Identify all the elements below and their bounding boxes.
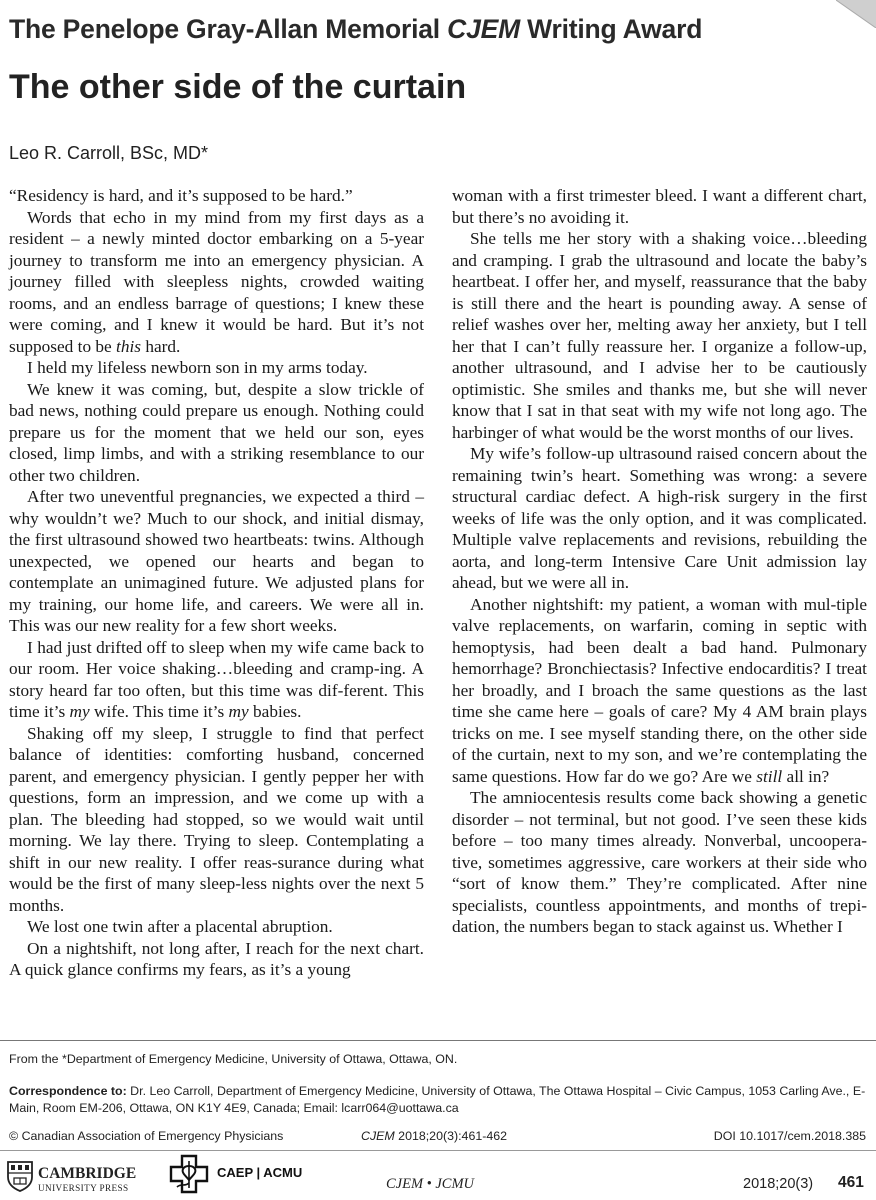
correspondence-note [9, 1083, 869, 1117]
award-heading-suffix: Writing Award [519, 14, 703, 44]
paragraph: We knew it was coming, but, despite a slow trickle of bad news, nothing could prepare us enough. Nothing could prepare us for the moment that we held our son, eyes closed, limp limbs, and with a striking resemblance to our other two children. [9, 379, 424, 485]
emphasis: this [116, 336, 142, 356]
paragraph: We lost one twin after a placental abruption. [27, 917, 333, 936]
citation-volume: 2018;20(3):461-462 [394, 1129, 508, 1143]
paragraph: On a nightshift, not long after, I reach for the next chart. A quick glance confirms my fears, as it’s a young [9, 938, 424, 979]
affiliation-note: From the *Department of Emergency Medicine, University of Ottawa, Ottawa, ON. [9, 1052, 458, 1066]
paragraph: Shaking off my sleep, I struggle to find that perfect balance of identities: comforting husband, concerned parent, and emergency physician. I gently pepper her with questions, form an impression, and we come up with a plan. The bleeding had stopped, so we would wait until morning. We lay there. Trying to sleep. Contemplating a shift in our new reality. I offer reas-surance during what would be the first of many sleep-less nights over the next 5 months. [9, 723, 424, 915]
award-heading-prefix: The Penelope Gray-Allan Memorial [9, 14, 448, 44]
page-footer-divider [0, 1150, 876, 1151]
paragraph: I held my lifeless newborn son in my arms today. [27, 358, 368, 377]
article-title: The other side of the curtain [9, 68, 467, 106]
paragraph-text: I had just drifted off to sleep when my wife came back to our room. Her voice shaking…bleeding and cramp-ing. A story heard far too often, but this time was dif-ferent. This time it’s [9, 637, 424, 721]
paragraph [452, 594, 867, 788]
paragraph-text: wife. This time it’s [89, 702, 229, 721]
caep-wordmark [217, 1153, 309, 1198]
copyright-notice: © Canadian Association of Emergency Physicians [9, 1129, 284, 1143]
correspondence-label: Correspondence to: [9, 1084, 127, 1098]
body-column-left [9, 185, 424, 981]
emphasis: my [69, 702, 90, 721]
emphasis: my [228, 702, 249, 721]
author-byline: Leo R. Carroll, BSc, MD* [9, 143, 209, 163]
body-column-right [452, 185, 867, 938]
page-number: 461 [838, 1174, 864, 1191]
paragraph: She tells me her story with a shaking voice…bleeding and cramping. I grab the ultrasound and locate the baby’s heartbeat. I offer her, and myself, reassurance that the baby is still there and the heart is pounding away. A sense of relief washes over her, melting away her anxiety, but I tell her that I can’t fully reassure her. I organize a follow-up, another ultrasound, and I advise her to be cautiously optimistic. She smiles and thanks me, but she will never know that I sat in that seat with my wife not long ago. The harbinger of what would be the worst months of our lives. [452, 229, 867, 442]
journal-citation [361, 1129, 507, 1143]
emphasis: still [756, 766, 783, 786]
paragraph: woman with a first trimester bleed. I want a different chart, but there’s no avoiding it. [452, 186, 867, 227]
paragraph-text: Another nightshift: my patient, a woman with mul-tiple valve replacements, on warfarin, coming in septic with hemoptysis, had been dealt a bad hand. Pulmonary hemorrhage? Bronchiectasis? Infective endocarditis? I treat her broadly, and I broach the same questions as the last time she came here – goals of care? My 4 AM brain plays tricks on me. I see myself standing there, on the other side of the curtain, next to my son, and we’re contemplating the same questions. How far do we go? Are we [452, 594, 867, 786]
citation-journal: CJEM [361, 1129, 395, 1143]
award-heading [9, 14, 869, 45]
paragraph [9, 207, 424, 358]
award-heading-journal: CJEM [447, 14, 520, 44]
paragraph [9, 637, 424, 723]
correspondence-text: Dr. Leo Carroll, Department of Emergency Medicine, University of Ottawa, The Ottawa Hospital – Civic Campus, 1053 Carling Ave., E-Main, Room EM-206, Ottawa, ON K1Y 4E9, Canada; Email: lcarr064@uottawa.ca [9, 1084, 866, 1115]
cambridge-university-press-logo [6, 1158, 141, 1196]
cambridge-wordmark [38, 1158, 138, 1196]
footer-divider [0, 1040, 876, 1041]
publisher-name: CAMBRIDGE [38, 1165, 137, 1182]
paragraph: My wife’s follow-up ultrasound raised concern about the remaining twin’s heart. Something was wrong: a severe structural cardiac defect. A high-risk surgery in the first weeks of life was the only option, and it was complicated. Multiple valve replacements and revisions, rebuilding the aorta, and long-term Intensive Care Unit admission lay ahead, but we were all in. [452, 444, 867, 592]
caep-acmu-logo [165, 1153, 310, 1198]
paragraph-text: all in? [782, 766, 830, 786]
publisher-subtitle: UNIVERSITY PRESS [38, 1183, 129, 1193]
cambridge-shield-icon [6, 1160, 34, 1192]
running-footer-journal: CJEM • JCMU [386, 1176, 475, 1192]
page-corner-fold [836, 0, 876, 28]
running-footer-issue: 2018;20(3) [743, 1176, 814, 1192]
paragraph: “Residency is hard, and it’s supposed to be hard.” [9, 186, 353, 205]
paragraph: The amniocentesis results come back showing a genetic disorder – not terminal, but not good. I’ve seen these kids before – too many times already. Nonverbal, uncoopera-tive, sometimes aggressive, care workers at their side who “sort of know them.” They’re complicated. After nine specialists, countless appointments, and months of trepi-dation, the numbers began to stack against us. Whether I [452, 788, 867, 936]
caep-emblem-icon [165, 1153, 213, 1198]
paragraph: After two uneventful pregnancies, we expected a third – why wouldn’t we? Much to our shock, and initial dismay, the first ultrasound showed two heartbeats: twins. Although unexpected, we opened our hearts and began to contemplate an unimagined future. We adjusted plans for my training, our home life, and careers. We were all in. This was our new reality for a few short weeks. [9, 487, 424, 635]
caep-acmu-text: CAEP | ACMU [217, 1165, 303, 1180]
paragraph-text: Words that echo in my mind from my first days as a resident – a newly minted doctor embarking on a 5-year journey to transform me into an emergency physician. A journey filled with sleepless nights, crowded waiting rooms, and an endless barrage of questions; I knew these were coming, and I knew it would be hard. But it’s not supposed to be [9, 207, 424, 356]
doi-link[interactable]: DOI 10.1017/cem.2018.385 [713, 1129, 866, 1143]
paragraph-text: babies. [248, 702, 302, 721]
paragraph-text: hard. [141, 336, 181, 356]
